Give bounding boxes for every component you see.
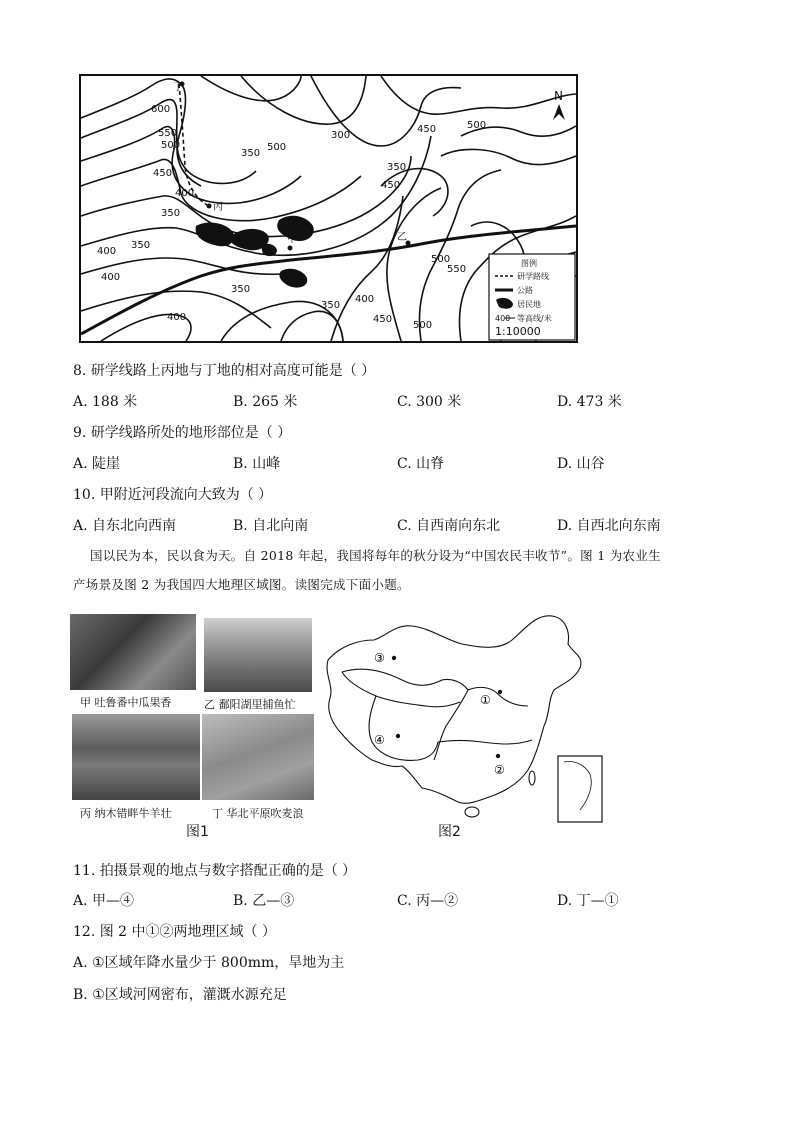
- intro-line-1: 国以民为本，民以食为天。自 2018 年起，我国将每年的秋分设为“中国农民丰收节”。图 1 为农业生: [90, 548, 661, 563]
- caption-bing: 丙 纳木错畔牛羊壮: [80, 807, 172, 820]
- figure-1-label: 图1: [186, 824, 209, 840]
- photo-jia: [70, 614, 196, 690]
- region-mark-1: ①: [480, 693, 491, 707]
- contour-label: 450: [381, 180, 401, 191]
- north-arrow-icon: [553, 89, 565, 120]
- q12-option-b[interactable]: B. ①区域河网密布，灌溉水源充足: [73, 987, 287, 1003]
- contour-label: 350: [131, 240, 151, 251]
- contour-label: 600: [151, 104, 171, 115]
- question-number: 8.: [73, 363, 87, 379]
- q9-option-a[interactable]: A. 陡崖: [73, 456, 121, 472]
- legend-scale: 1:10000: [495, 325, 541, 338]
- figure-2-label: 图2: [438, 824, 461, 840]
- contour-label: 450: [153, 168, 173, 179]
- question-number: 10.: [73, 487, 96, 503]
- region-mark-2: ②: [494, 763, 505, 777]
- question-text: 拍摄景观的地点与数字搭配正确的是（ ）: [99, 863, 357, 879]
- photo-bing: [72, 714, 200, 800]
- contour-label: 350: [387, 162, 407, 173]
- q8-option-a[interactable]: A. 188 米: [73, 394, 138, 410]
- question-10: [73, 484, 272, 504]
- q9-option-d[interactable]: D. 山谷: [557, 456, 605, 472]
- contour-label: 450: [373, 314, 393, 325]
- q10-option-b[interactable]: B. 自北向南: [233, 518, 309, 534]
- q8-option-d[interactable]: D. 473 米: [557, 394, 622, 410]
- contour-label: 350: [321, 300, 341, 311]
- map-legend: [489, 254, 575, 340]
- question-text: 图 2 中①②两地理区域（ ）: [99, 924, 276, 940]
- contour-label: 550: [447, 264, 467, 275]
- contour-map-svg: [81, 76, 576, 341]
- contour-label: 400: [355, 294, 375, 305]
- figure-1: [70, 614, 320, 844]
- q12-option-a[interactable]: A. ①区域年降水量少于 800mm，旱地为主: [73, 955, 345, 971]
- contour-label: 400: [101, 272, 121, 283]
- contour-label: 300: [331, 130, 351, 141]
- contour-label: 500: [413, 320, 433, 331]
- place-label-bing: 丙: [213, 202, 223, 213]
- figure-2: [322, 610, 612, 825]
- contour-label: 450: [417, 124, 437, 135]
- contour-label: 400: [167, 312, 187, 323]
- q10-option-a[interactable]: A. 自东北向西南: [73, 518, 177, 534]
- q8-option-b[interactable]: B. 265 米: [233, 394, 298, 410]
- q11-option-d[interactable]: D. 丁—①: [557, 893, 619, 909]
- q9-option-b[interactable]: B. 山峰: [233, 456, 281, 472]
- caption-ding: 丁 华北平原吹麦浪: [212, 807, 304, 820]
- question-9: [73, 422, 291, 442]
- legend-item-road: 公路: [517, 286, 533, 295]
- legend-item-settlement: 居民地: [517, 300, 541, 309]
- region-mark-3: ③: [374, 651, 385, 665]
- caption-yi: 乙 鄱阳湖里捕鱼忙: [204, 698, 296, 711]
- contour-label: 350: [231, 284, 251, 295]
- legend-item-contour: 等高线/米: [517, 314, 552, 323]
- place-label-ding: 丁: [173, 82, 183, 93]
- question-text: 研学线路所处的地形部位是（ ）: [90, 425, 292, 441]
- question-text: 甲附近河段流向大致为（ ）: [99, 487, 273, 503]
- question-number: 11.: [73, 863, 96, 879]
- contour-label: 500: [267, 142, 287, 153]
- q9-option-c[interactable]: C. 山脊: [397, 456, 445, 472]
- q10-option-d[interactable]: D. 自西北向东南: [557, 518, 661, 534]
- photo-ding: [202, 714, 314, 800]
- china-map-svg: [322, 610, 612, 825]
- contour-label: 550: [158, 128, 178, 139]
- north-label: N: [554, 89, 563, 103]
- contour-map: [79, 74, 578, 343]
- q11-option-c[interactable]: C. 丙—②: [397, 893, 459, 909]
- q8-option-c[interactable]: C. 300 米: [397, 394, 462, 410]
- contour-label: 500: [467, 120, 487, 131]
- contour-label: 350: [161, 208, 181, 219]
- contour-label: 350: [241, 148, 261, 159]
- caption-jia: 甲 吐鲁番中瓜果香: [80, 696, 172, 709]
- question-text: 研学线路上丙地与丁地的相对高度可能是（ ）: [90, 363, 376, 379]
- question-8: [73, 360, 375, 380]
- question-number: 9.: [73, 425, 87, 441]
- legend-contour-sample: 400: [495, 314, 511, 323]
- region-mark-4: ④: [374, 733, 385, 747]
- contour-label: 400: [175, 188, 195, 199]
- question-12: [73, 921, 276, 941]
- intro-line-2: 产场景及图 2 为我国四大地理区域图。读图完成下面小题。: [73, 577, 410, 592]
- place-label-jia: 甲: [287, 234, 297, 245]
- contour-label: 500: [161, 140, 181, 151]
- contour-label: 400: [97, 246, 117, 257]
- legend-title: 图例: [521, 259, 537, 268]
- q10-option-c[interactable]: C. 自西南向东北: [397, 518, 501, 534]
- contour-label: 500: [431, 254, 451, 265]
- q11-option-b[interactable]: B. 乙—③: [233, 893, 295, 909]
- question-11: [73, 860, 356, 880]
- question-number: 12.: [73, 924, 96, 940]
- legend-item-route: 研学路线: [517, 272, 549, 281]
- q11-option-a[interactable]: A. 甲—④: [73, 893, 135, 909]
- photo-yi: [204, 618, 312, 692]
- place-label-yi: 乙: [397, 232, 407, 243]
